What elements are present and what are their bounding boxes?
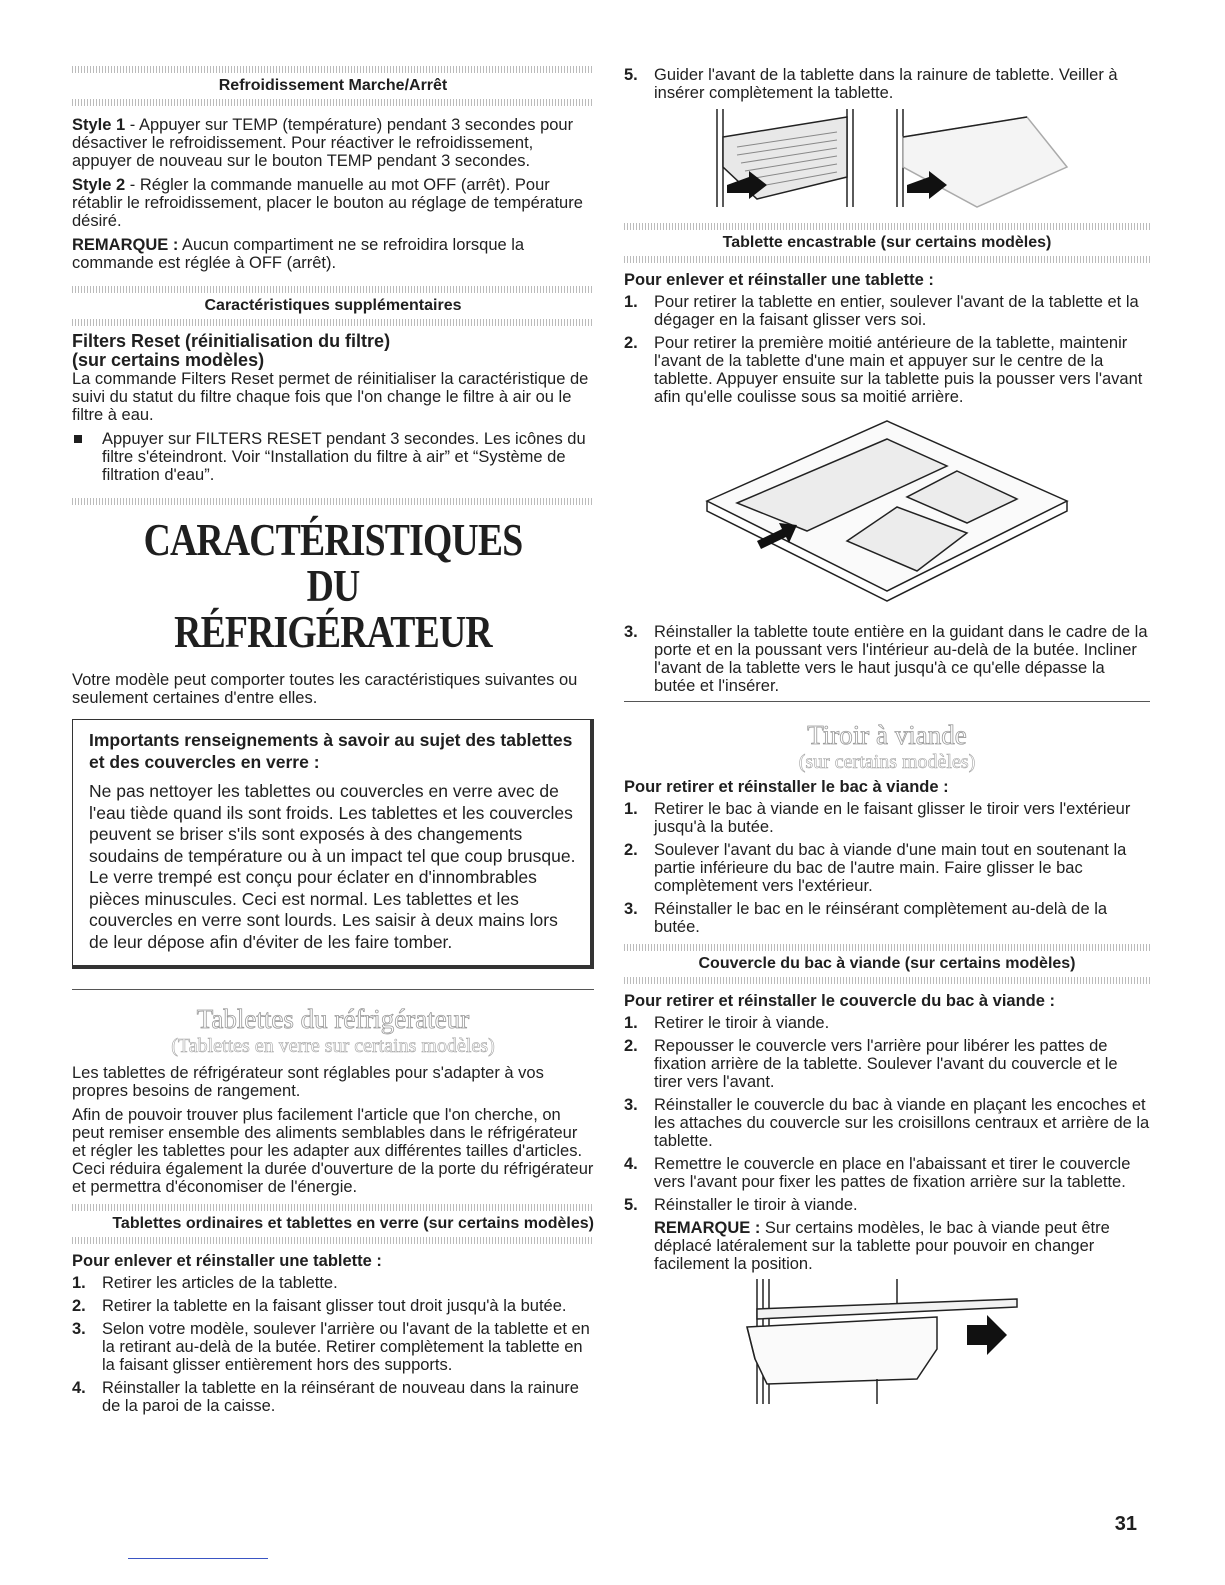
style2-label: Style 2 [72, 176, 126, 194]
divider [72, 66, 594, 73]
cover-note-label: REMARQUE : [654, 1219, 761, 1237]
shelves-subtitle: (Tablettes en verre sur certains modèles) [171, 1035, 495, 1057]
left-column [72, 66, 594, 1420]
split-shelf-illustration [697, 411, 1077, 611]
warning-box [72, 719, 594, 969]
list-item [624, 1096, 1150, 1150]
meat-drawer-title: Tiroir à viande [807, 720, 967, 750]
note-text: Aucun compartiment ne se refroidira lorsque la commande est réglée à OFF (arrêt). [72, 236, 525, 272]
warning-box-title: Importants renseignements à savoir au sujet des tablettes et des couvercles en verre : [89, 730, 573, 772]
step-number: 4. [72, 1379, 86, 1397]
step-number: 2. [72, 1297, 86, 1315]
list-item [72, 1297, 594, 1315]
divider [624, 944, 1150, 951]
remove-steps [72, 1274, 594, 1415]
step-text: Repousser le couvercle vers l'arrière pour libérer les pattes de fixation arrière de la tablette. Soulever l'avant du couvercle et le tirer vers l'avant. [654, 1037, 1118, 1091]
slide-remove-heading: Pour enlever et réinstaller une tablette : [624, 271, 934, 289]
list-item [624, 1155, 1150, 1191]
slide-shelf-heading: Tablette encastrable (sur certains modèles) [722, 234, 1052, 251]
step-text: Selon votre modèle, soulever l'arrière ou l'avant de la tablette et en la retirant au-delà de la butée. Retirer complètement la tablette en la faisant glisser entièrement hors des supports. [102, 1320, 590, 1374]
style2-paragraph [72, 176, 594, 230]
list-item [624, 334, 1150, 406]
standard-shelves-heading: Tablettes ordinaires et tablettes en verre (sur certains modèles) [112, 1215, 594, 1232]
note-label: REMARQUE : [72, 236, 179, 254]
meat-heading: Pour retirer et réinstaller le bac à viande : [624, 778, 949, 796]
list-item [624, 66, 1150, 102]
filters-text: La commande Filters Reset permet de réinitialiser la caractéristique de suivi du statut du filtre chaque fois que l'on change le filtre à air ou le filtre à eau. [72, 370, 589, 424]
step-text: Retirer la tablette en la faisant glisser tout droit jusqu'à la butée. [102, 1297, 567, 1315]
list-item [624, 800, 1150, 836]
step-number: 3. [624, 900, 638, 918]
list-item [624, 1037, 1150, 1091]
divider [72, 1237, 594, 1244]
cover-note [624, 1219, 1150, 1273]
step-text: Remettre le couvercle en place en l'abaissant et tirer le couvercle vers l'avant pour fixer les pattes de fixation arrière sur la tablette. [654, 1155, 1131, 1191]
divider [72, 1204, 594, 1211]
filters-subtitle: (sur certains modèles) [72, 350, 265, 370]
note-paragraph [72, 236, 594, 272]
step-text: Réinstaller le tiroir à viande. [654, 1196, 858, 1214]
step-number: 2. [624, 334, 638, 352]
list-item [624, 841, 1150, 895]
style1-text: - Appuyer sur TEMP (température) pendant 3 secondes pour désactiver le refroidissement. Pour réactiver le refroidissement, appuyer de nouveau sur le bouton TEMP pendant 3 secondes. [72, 116, 574, 170]
step-number: 1. [624, 1014, 638, 1032]
step-number: 2. [624, 841, 638, 859]
style2-text: - Régler la commande manuelle au mot OFF (arrêt). Pour rétablir le refroidissement, placer le bouton au réglage de température désiré. [72, 176, 583, 230]
filters-bullet: Appuyer sur FILTERS RESET pendant 3 secondes. Les icônes du filtre s'éteindront. Voir “Installation du filtre à air” et “Système de filtration d'eau”. [72, 430, 594, 484]
divider [624, 977, 1150, 984]
right-column [624, 66, 1150, 1409]
divider [72, 286, 594, 293]
step-text: Réinstaller le bac en le réinsérant complètement au-delà de la butée. [654, 900, 1108, 936]
step-text: Réinstaller la tablette en la réinsérant de nouveau dans la rainure de la paroi de la caisse. [102, 1379, 579, 1415]
step-text: Retirer le bac à viande en le faisant glisser le tiroir vers l'extérieur jusqu'à la butée. [654, 800, 1131, 836]
step-number: 3. [624, 623, 638, 641]
step-number: 1. [72, 1274, 86, 1292]
step-number: 1. [624, 800, 638, 818]
meat-steps [624, 800, 1150, 936]
divider [624, 223, 1150, 230]
list-item [624, 1014, 1150, 1032]
step-number: 5. [624, 66, 638, 84]
divider [72, 319, 594, 326]
cover-note-text: Sur certains modèles, le bac à viande peut être déplacé latéralement sur la tablette pour pouvoir en changer facilement la position. [654, 1219, 1110, 1273]
filters-title: Filters Reset (réinitialisation du filtre) [72, 331, 391, 351]
section-rule [624, 701, 1150, 702]
cover-subheading: Pour retirer et réinstaller le couvercle du bac à viande : [624, 992, 1056, 1010]
divider [72, 498, 594, 505]
list-item [624, 900, 1150, 936]
step5-list [624, 66, 1150, 102]
shelves-paragraph-1: Les tablettes de réfrigérateur sont réglables pour s'adapter à vos propres besoins de rangement. [72, 1064, 544, 1100]
section-title-line2: RÉFRIGÉRATEUR [174, 606, 492, 657]
step-number: 1. [624, 293, 638, 311]
extra-features-heading: Caractéristiques supplémentaires [204, 297, 462, 314]
footer-link-line [128, 1558, 268, 1559]
section-title [119, 514, 547, 657]
step-text: Retirer le tiroir à viande. [654, 1014, 830, 1032]
shelf-insert-illustration [697, 107, 1077, 217]
step-text: Réinstaller la tablette toute entière en la guidant dans le cadre de la porte et en la poussant vers l'intérieur au-delà de la butée. Incliner l'avant de la tablette vers le haut jusqu'à ce qu'elle dépasse la butée et l'insérer. [654, 623, 1148, 695]
list-item [624, 293, 1150, 329]
list-item [624, 623, 1150, 695]
step-number: 5. [624, 1196, 638, 1214]
shelves-paragraph-2: Afin de pouvoir trouver plus facilement l'article que l'on cherche, on peut remiser ensemble des aliments semblables dans le réfrigérateur et régler les tablettes pour les adapter aux différentes tailles d'articles. Ceci réduira également la durée d'ouverture de la porte du réfrigérateur et permettra d'économiser de l'énergie. [72, 1106, 594, 1196]
intro-text: Votre modèle peut comporter toutes les caractéristiques suivantes ou seulement certaines d'entre elles. [72, 671, 578, 707]
shelves-title: Tablettes du réfrigérateur [196, 1004, 470, 1034]
meat-drawer-subtitle: (sur certains modèles) [798, 751, 976, 773]
step-number: 4. [624, 1155, 638, 1173]
step-text: Pour retirer la première moitié antérieure de la tablette, maintenir l'avant de la tablette d'une main et appuyer sur le centre de la tablette. Appuyer ensuite sur la tablette puis la pousser vers l'avant afin qu'elle coulisse sous sa moitié arrière. [654, 334, 1143, 406]
step-text: Soulever l'avant du bac à viande d'une main tout en soutenant la partie inférieure du bac de l'autre main. Faire glisser le bac complètement vers l'extérieur. [654, 841, 1127, 895]
section-title-line1: CARACTÉRISTIQUES DU [143, 514, 523, 611]
step-text: Guider l'avant de la tablette dans la rainure de tablette. Veiller à insérer complètement la tablette. [654, 66, 1118, 102]
slide-steps [624, 293, 1150, 406]
cover-heading: Couvercle du bac à viande (sur certains modèles) [698, 955, 1076, 972]
list-item [72, 1379, 594, 1415]
list-item [72, 1320, 594, 1374]
cover-steps [624, 1014, 1150, 1214]
style1-paragraph [72, 116, 594, 170]
list-item [624, 1196, 1150, 1214]
section-rule [72, 989, 594, 990]
step-number: 2. [624, 1037, 638, 1055]
page-number: 31 [1114, 1513, 1137, 1535]
meat-drawer-illustration [737, 1279, 1037, 1409]
cooling-heading: Refroidissement Marche/Arrêt [218, 77, 448, 94]
style1-label: Style 1 [72, 116, 126, 134]
divider [624, 256, 1150, 263]
step-number: 3. [72, 1320, 86, 1338]
step-text: Retirer les articles de la tablette. [102, 1274, 338, 1292]
remove-heading: Pour enlever et réinstaller une tablette : [72, 1252, 382, 1270]
divider [72, 99, 594, 106]
step-number: 3. [624, 1096, 638, 1114]
step-text: Réinstaller le couvercle du bac à viande en plaçant les encoches et les attaches du couvercle sur les croisillons centraux et arrière de la tablette. [654, 1096, 1150, 1150]
list-item [72, 1274, 594, 1292]
step-text: Pour retirer la tablette en entier, soulever l'avant de la tablette et la dégager en la faisant glisser vers soi. [654, 293, 1139, 329]
slide-step3 [624, 623, 1150, 695]
warning-box-text: Ne pas nettoyer les tablettes ou couvercles en verre avec de l'eau tiède quand ils sont froids. Les tablettes et les couvercles peuvent se briser s'ils sont exposés à des changements soudains de température ou à un impact tel que coup brusque. Le verre trempé est conçu pour éclater en d'innombrables pièces minuscules. Ceci est normal. Les tablettes et les couvercles en verre sont lourds. Les saisir à deux mains lors de leur dépose afin d'éviter de les faire tomber. [89, 781, 576, 952]
